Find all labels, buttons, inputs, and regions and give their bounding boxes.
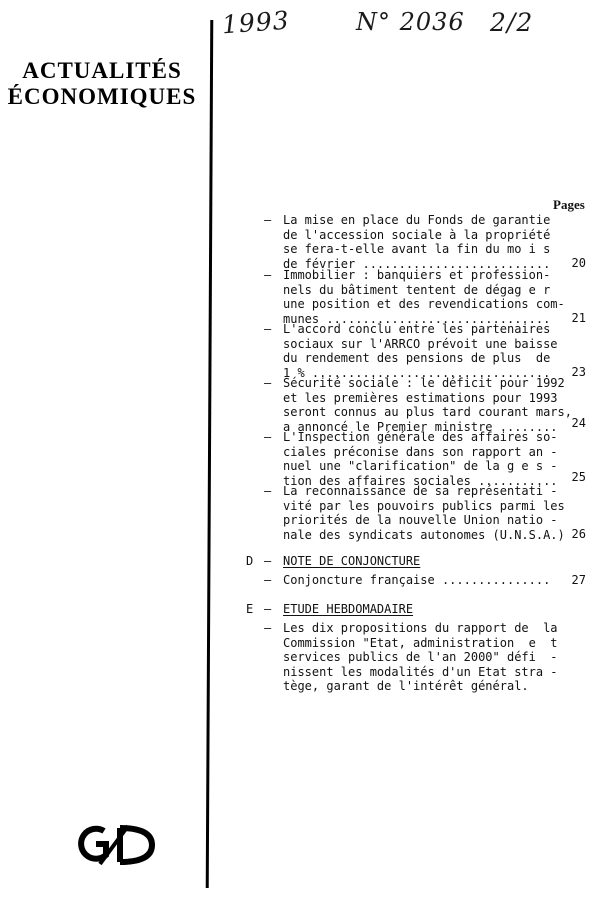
- entry-page-number: 21: [571, 311, 586, 325]
- entry-line: nels du bâtiment tentent de dégag e r: [283, 282, 551, 297]
- entry-page-number: 20: [571, 256, 586, 270]
- entry-text: [283, 322, 558, 380]
- entry-line: tion des affaires sociales ...........: [283, 473, 558, 488]
- entry-page-number: 23: [571, 365, 586, 379]
- entry-line: La mise en place du Fonds de garantie: [283, 213, 551, 227]
- entry-dash: –: [264, 268, 272, 282]
- entry-dash: –: [264, 430, 272, 444]
- entry-page-number: 27: [571, 573, 586, 587]
- pages-column-header: Pages: [553, 197, 585, 212]
- entry-dash: –: [264, 573, 272, 587]
- entry-line: munes ...............................: [283, 311, 551, 326]
- entry-line: a annoncé le Premier ministre ........: [283, 419, 558, 434]
- entry-text: [283, 268, 565, 326]
- entry-page-number: 24: [571, 416, 586, 430]
- entry-line: Conjoncture française ...............: [283, 573, 551, 587]
- entry-page-number: 25: [571, 470, 586, 484]
- entry-dash: –: [264, 621, 272, 635]
- entry-line: Les dix propositions du rapport de la: [283, 621, 558, 635]
- entry-line: L'accord conclu entre les partenaires: [283, 322, 551, 336]
- entry-dash: –: [264, 322, 272, 336]
- entry-dash: –: [264, 213, 272, 227]
- section-dash: –: [264, 554, 272, 568]
- publication-title-line2: ÉCONOMIQUES: [7, 84, 197, 109]
- entry-page-number: 26: [571, 527, 586, 541]
- handwritten-fraction: 2/2: [490, 8, 534, 37]
- entry-text: [283, 430, 558, 488]
- entry-line: une position et des revendications com-: [283, 297, 565, 311]
- publication-title-line1: ACTUALITÉS: [22, 58, 182, 83]
- entry-text: [283, 621, 558, 694]
- section-title: NOTE DE CONJONCTURE: [283, 554, 421, 568]
- entry-line: Commission "Etat, administration e t: [283, 635, 558, 650]
- entry-line: seront connus au plus tard courant mars,: [283, 405, 572, 419]
- entry-line: Immobilier : banquiers et profession-: [283, 268, 551, 282]
- entry-line: et les premières estimations pour 1993: [283, 390, 558, 405]
- entry-line: L'Inspection générale des affaires so-: [283, 430, 558, 444]
- entry-line: de février ..........................: [283, 256, 551, 271]
- entry-text: [283, 573, 550, 588]
- section-dash: –: [264, 602, 272, 616]
- entry-line: nale des syndicats autonomes (U.N.S.A.): [283, 527, 565, 542]
- entry-line: La reconnaissance de sa représentati -: [283, 484, 558, 498]
- entry-text: [283, 213, 550, 271]
- entry-line: vité par les pouvoirs publics parmi les: [283, 498, 565, 513]
- entry-text: [283, 484, 565, 542]
- entry-text: [283, 376, 572, 434]
- entry-line: ciales préconise dans son rapport an -: [283, 444, 558, 459]
- entry-line: 1 % .................................: [283, 365, 551, 380]
- entry-line: Sécurité sociale : le déficit pour 1992: [283, 376, 565, 390]
- entry-line: de l'accession sociale à la propriété: [283, 227, 551, 242]
- entry-dash: –: [264, 484, 272, 498]
- handwritten-issue-number: N° 2036: [356, 8, 465, 36]
- entry-line: priorités de la nouvelle Union natio -: [283, 513, 558, 527]
- entry-line: du rendement des pensions de plus de: [283, 351, 551, 365]
- section-letter: D: [246, 554, 254, 568]
- section-letter: E: [246, 602, 254, 616]
- handwritten-year: 1993: [221, 5, 291, 40]
- entry-line: sociaux sur l'ARRCO prévoit une baisse: [283, 336, 558, 351]
- entry-line: services publics de l'an 2000" défi -: [283, 650, 558, 664]
- entry-line: tège, garant de l'intérêt général.: [283, 679, 529, 693]
- section-title: ETUDE HEBDOMADAIRE: [283, 602, 414, 616]
- entry-line: se fera-t-elle avant la fin du mo i s: [283, 242, 551, 256]
- entry-line: nuel une "clarification" de la g e s -: [283, 459, 558, 473]
- entry-line: nissent les modalités d'un Etat stra -: [283, 664, 558, 679]
- entry-dash: –: [264, 376, 272, 390]
